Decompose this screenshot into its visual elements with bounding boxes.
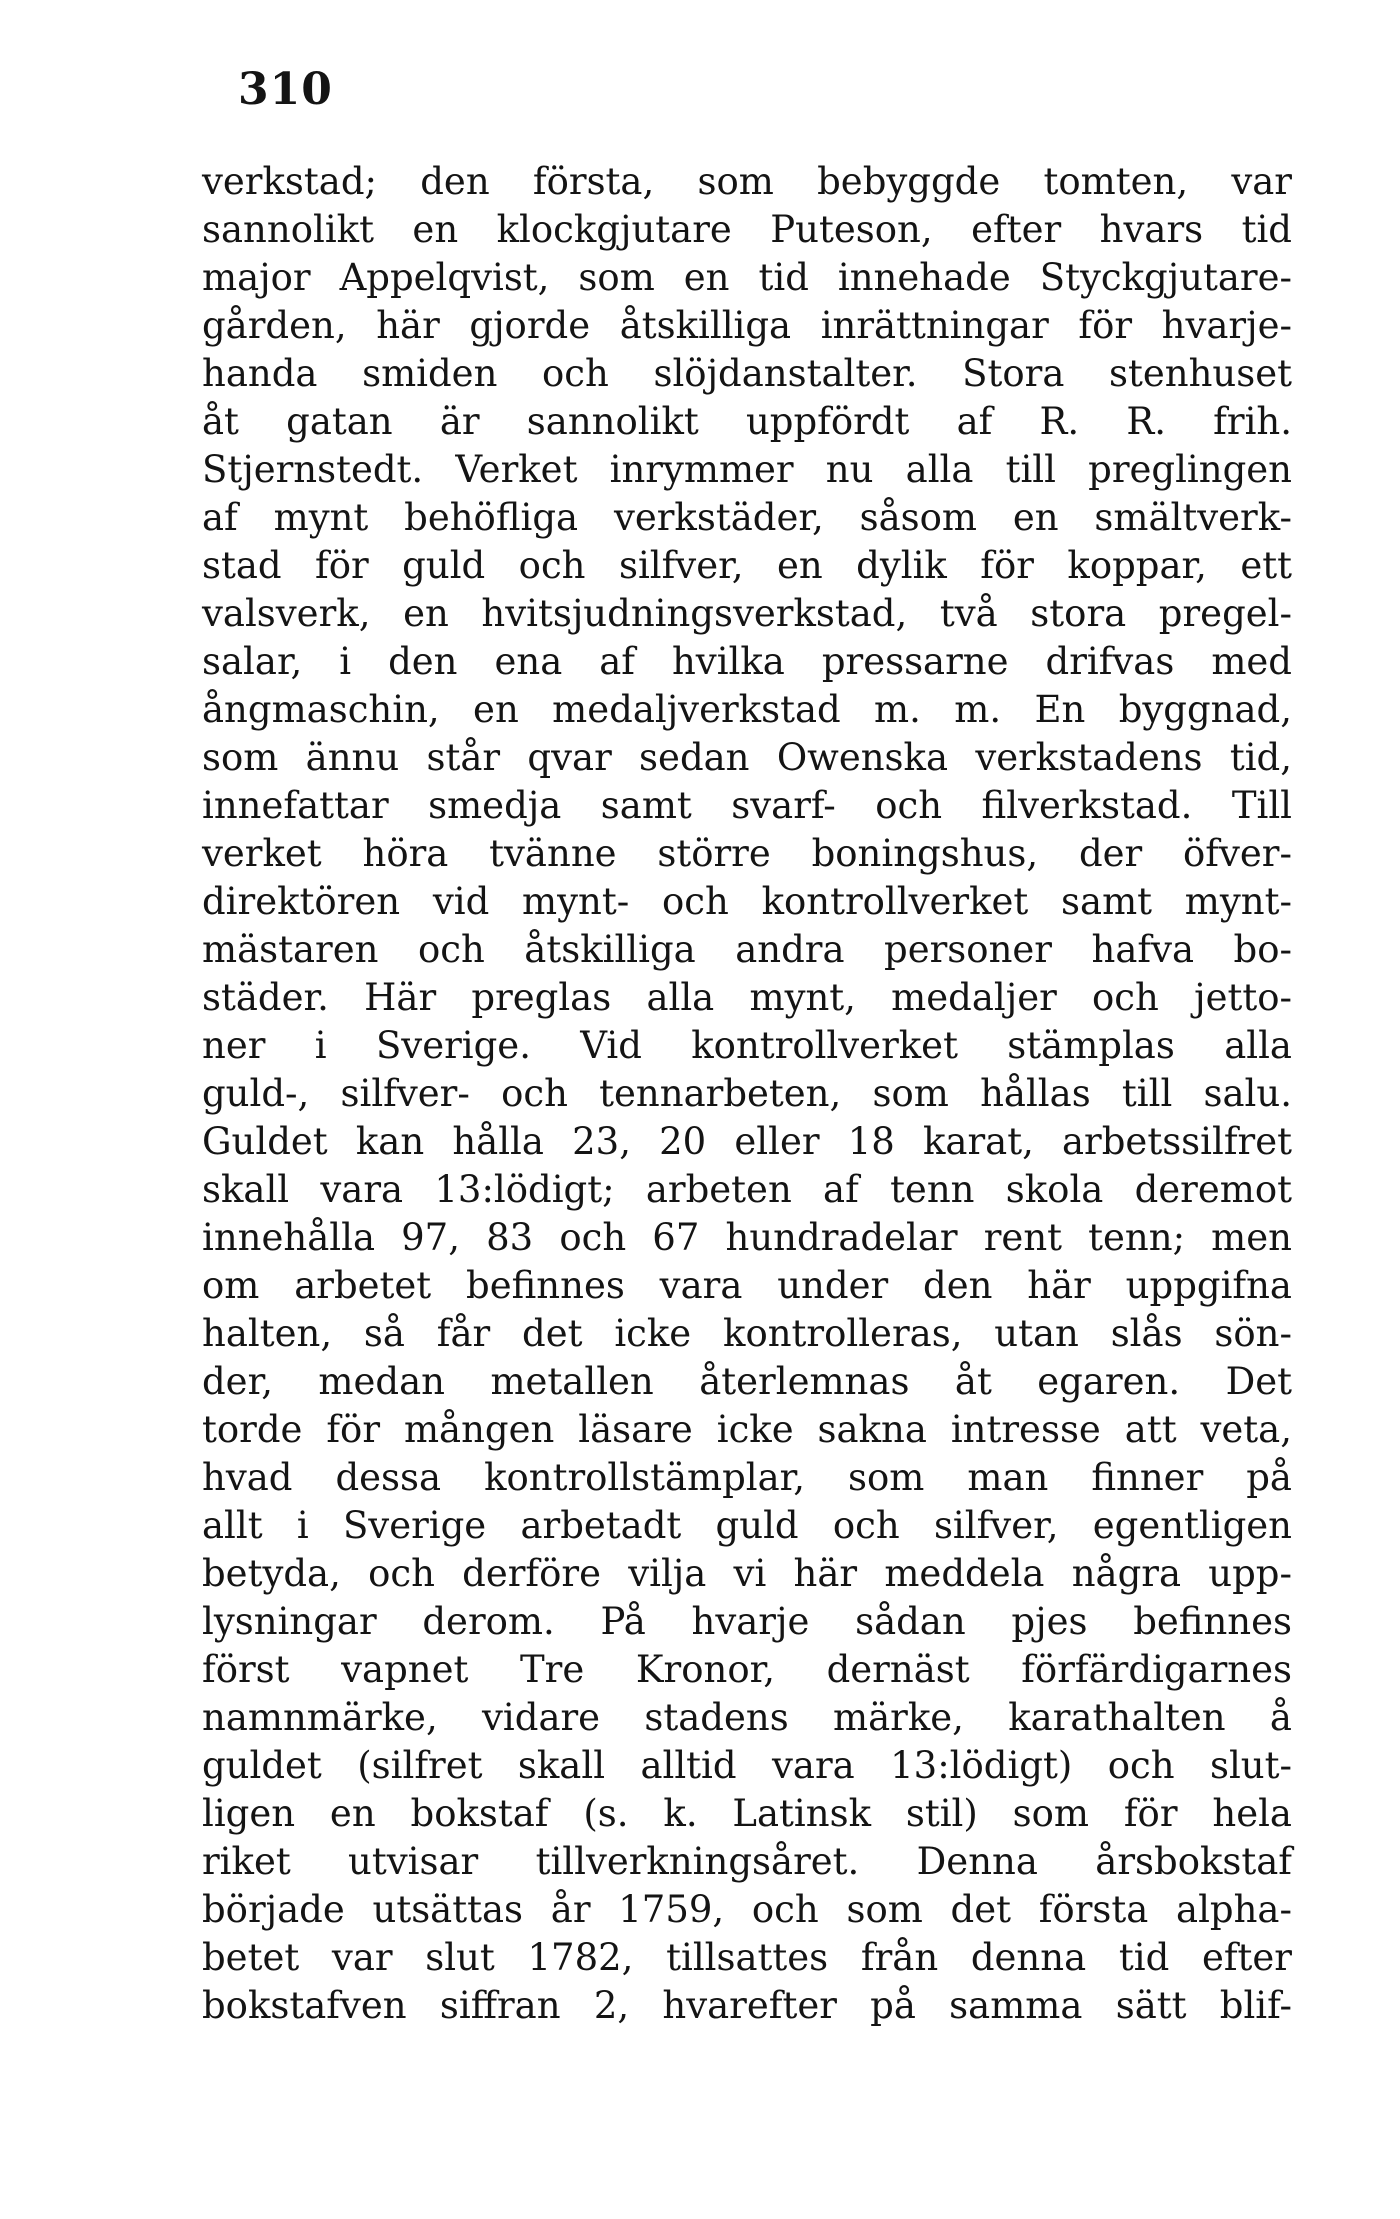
text-line: allt i Sverige arbetadt guld och silfver, egentligen xyxy=(202,1504,1292,1547)
text-line: namnmärke, vidare stadens märke, karathalten å xyxy=(202,1696,1292,1739)
text-line: innefattar smedja samt svarf- och filverkstad. Till xyxy=(202,784,1292,827)
text-line: städer. Här preglas alla mynt, medaljer och jetto- xyxy=(202,976,1292,1019)
text-line: gården, här gjorde åtskilliga inrättningar för hvarje- xyxy=(202,304,1292,347)
text-line: innehålla 97, 83 och 67 hundradelar rent tenn; men xyxy=(202,1216,1292,1259)
page-number: 310 xyxy=(238,64,333,115)
text-line: major Appelqvist, som en tid innehade Styckgjutare- xyxy=(202,256,1292,299)
text-line: verket höra tvänne större boningshus, der öfver- xyxy=(202,832,1292,875)
text-line: bokstafven siffran 2, hvarefter på samma sätt blif- xyxy=(202,1984,1292,2027)
text-line: sannolikt en klockgjutare Puteson, efter hvars tid xyxy=(202,208,1292,251)
text-line: som ännu står qvar sedan Owenska verkstadens tid, xyxy=(202,736,1292,779)
text-line: guld-, silfver- och tennarbeten, som hållas till salu. xyxy=(202,1072,1292,1115)
text-line: om arbetet befinnes vara under den här uppgifna xyxy=(202,1264,1292,1307)
text-line: af mynt behöfliga verkstäder, såsom en smältverk- xyxy=(202,496,1292,539)
text-line: guldet (silfret skall alltid vara 13:lödigt) och slut- xyxy=(202,1744,1292,1787)
text-line: Stjernstedt. Verket inrymmer nu alla till preglingen xyxy=(202,448,1292,491)
text-line: betet var slut 1782, tillsattes från denna tid efter xyxy=(202,1936,1292,1979)
body-text xyxy=(202,158,1292,2030)
text-line: stad för guld och silfver, en dylik för koppar, ett xyxy=(202,544,1292,587)
text-line: halten, så får det icke kontrolleras, utan slås sön- xyxy=(202,1312,1292,1355)
text-line: började utsättas år 1759, och som det första alpha- xyxy=(202,1888,1292,1931)
text-line: valsverk, en hvitsjudningsverkstad, två stora pregel- xyxy=(202,592,1292,635)
text-line: först vapnet Tre Kronor, dernäst förfärdigarnes xyxy=(202,1648,1292,1691)
text-line: lysningar derom. På hvarje sådan pjes befinnes xyxy=(202,1600,1292,1643)
text-line: ligen en bokstaf (s. k. Latinsk stil) som för hela xyxy=(202,1792,1292,1835)
text-line: salar, i den ena af hvilka pressarne drifvas med xyxy=(202,640,1292,683)
text-line: ångmaschin, en medaljverkstad m. m. En byggnad, xyxy=(202,688,1292,731)
text-line: der, medan metallen återlemnas åt egaren. Det xyxy=(202,1360,1292,1403)
text-line: ner i Sverige. Vid kontrollverket stämplas alla xyxy=(202,1024,1292,1067)
text-line: torde för mången läsare icke sakna intresse att veta, xyxy=(202,1408,1292,1451)
text-line: direktören vid mynt- och kontrollverket samt mynt- xyxy=(202,880,1292,923)
text-line: hvad dessa kontrollstämplar, som man finner på xyxy=(202,1456,1292,1499)
text-line: mästaren och åtskilliga andra personer hafva bo- xyxy=(202,928,1292,971)
text-line: åt gatan är sannolikt uppfördt af R. R. frih. xyxy=(202,400,1292,443)
text-line: riket utvisar tillverkningsåret. Denna årsbokstaf xyxy=(202,1840,1292,1883)
text-line: betyda, och derföre vilja vi här meddela några upp- xyxy=(202,1552,1292,1595)
text-line: handa smiden och slöjdanstalter. Stora stenhuset xyxy=(202,352,1292,395)
text-line: verkstad; den första, som bebyggde tomten, var xyxy=(202,160,1292,203)
text-line: skall vara 13:lödigt; arbeten af tenn skola deremot xyxy=(202,1168,1292,1211)
text-line: Guldet kan hålla 23, 20 eller 18 karat, arbetssilfret xyxy=(202,1120,1292,1163)
